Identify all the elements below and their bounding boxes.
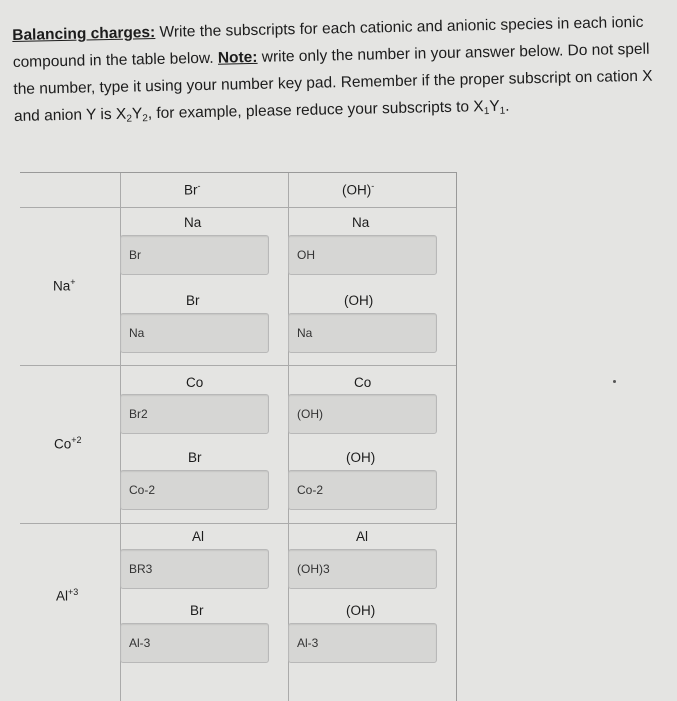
instructions-part3: , for example, please reduce your subscripts to X [147,98,484,123]
header-anion-br [184,181,201,198]
cation-co-charge: +2 [71,435,82,445]
row-divider [20,523,456,524]
row-divider [20,365,456,366]
cation-al-symbol: Al [56,588,69,604]
input-placeholder: Na [297,326,313,340]
co-br-anion-input[interactable] [120,394,269,434]
input-placeholder: Al-3 [297,636,319,650]
row-divider [20,207,456,208]
instructions-mid2: Y [489,97,500,116]
row-na-col1-top: Na [184,215,202,230]
al-br-cation-input[interactable] [120,623,269,663]
header-anion-br-symbol: Br [184,182,198,198]
header-anion-oh [342,181,374,198]
instructions-end: . [504,97,510,115]
co-oh-anion-input[interactable] [288,394,437,434]
subscript-b: 2 [142,113,148,125]
header-anion-oh-charge: - [371,181,375,191]
cation-co-symbol: Co [54,436,72,452]
row-na-col1-mid: Br [186,293,200,308]
input-placeholder: OH [297,248,315,262]
na-oh-anion-input[interactable] [288,235,437,275]
instructions-mid: Y [131,105,143,123]
input-placeholder: (OH)3 [297,562,330,576]
row-al-col2-top: Al [356,529,369,544]
row-co-col1-mid: Br [188,450,202,465]
cation-na-symbol: Na [53,278,71,294]
co-br-cation-input[interactable] [120,470,269,510]
input-placeholder: Co-2 [129,483,156,497]
compound-table [20,172,457,701]
na-br-cation-input[interactable] [120,313,269,353]
row-na-col2-top: Na [352,215,370,230]
co-oh-cation-input[interactable] [288,470,437,510]
instructions-part1: Write the subscripts for each cationic and anionic species in each ionic compound in the table below. [12,13,644,71]
row-co-col2-top: Co [354,375,372,390]
header-anion-br-charge: - [197,181,201,191]
na-oh-cation-input[interactable] [288,313,437,353]
instructions-lead: Balancing charges: [12,24,156,44]
input-placeholder: Br [129,248,141,262]
stray-mark [613,380,616,383]
input-placeholder: Br2 [129,407,148,421]
input-placeholder: Na [129,326,145,340]
na-br-anion-input[interactable] [120,235,269,275]
note-label: Note: [217,48,258,67]
cation-al-label [56,587,78,604]
cation-na-label [53,277,76,294]
cation-al-charge: +3 [68,587,79,597]
input-placeholder: (OH) [297,407,323,421]
subscript-c: 1 [483,106,490,118]
row-na-col2-mid: (OH) [344,293,374,308]
al-oh-cation-input[interactable] [288,623,437,663]
header-anion-oh-symbol: (OH) [342,182,372,198]
subscript-a: 2 [126,113,133,125]
instructions-part2: write only the number in your answer below. Do not spell the number, type it using your number key pad. Remember if the proper subscript on cation X and anion Y is X [13,40,653,125]
input-placeholder: BR3 [129,562,153,576]
row-al-col2-mid: (OH) [346,603,376,618]
subscript-d: 1 [499,105,506,117]
instructions-text [12,8,664,135]
cation-na-charge: + [70,277,76,287]
input-placeholder: Al-3 [129,636,151,650]
al-oh-anion-input[interactable] [288,549,437,589]
row-co-col1-top: Co [186,375,204,390]
cation-co-label [54,435,82,452]
input-placeholder: Co-2 [297,483,324,497]
al-br-anion-input[interactable] [120,549,269,589]
row-al-col1-mid: Br [190,603,204,618]
row-co-col2-mid: (OH) [346,450,376,465]
row-al-col1-top: Al [192,529,205,544]
